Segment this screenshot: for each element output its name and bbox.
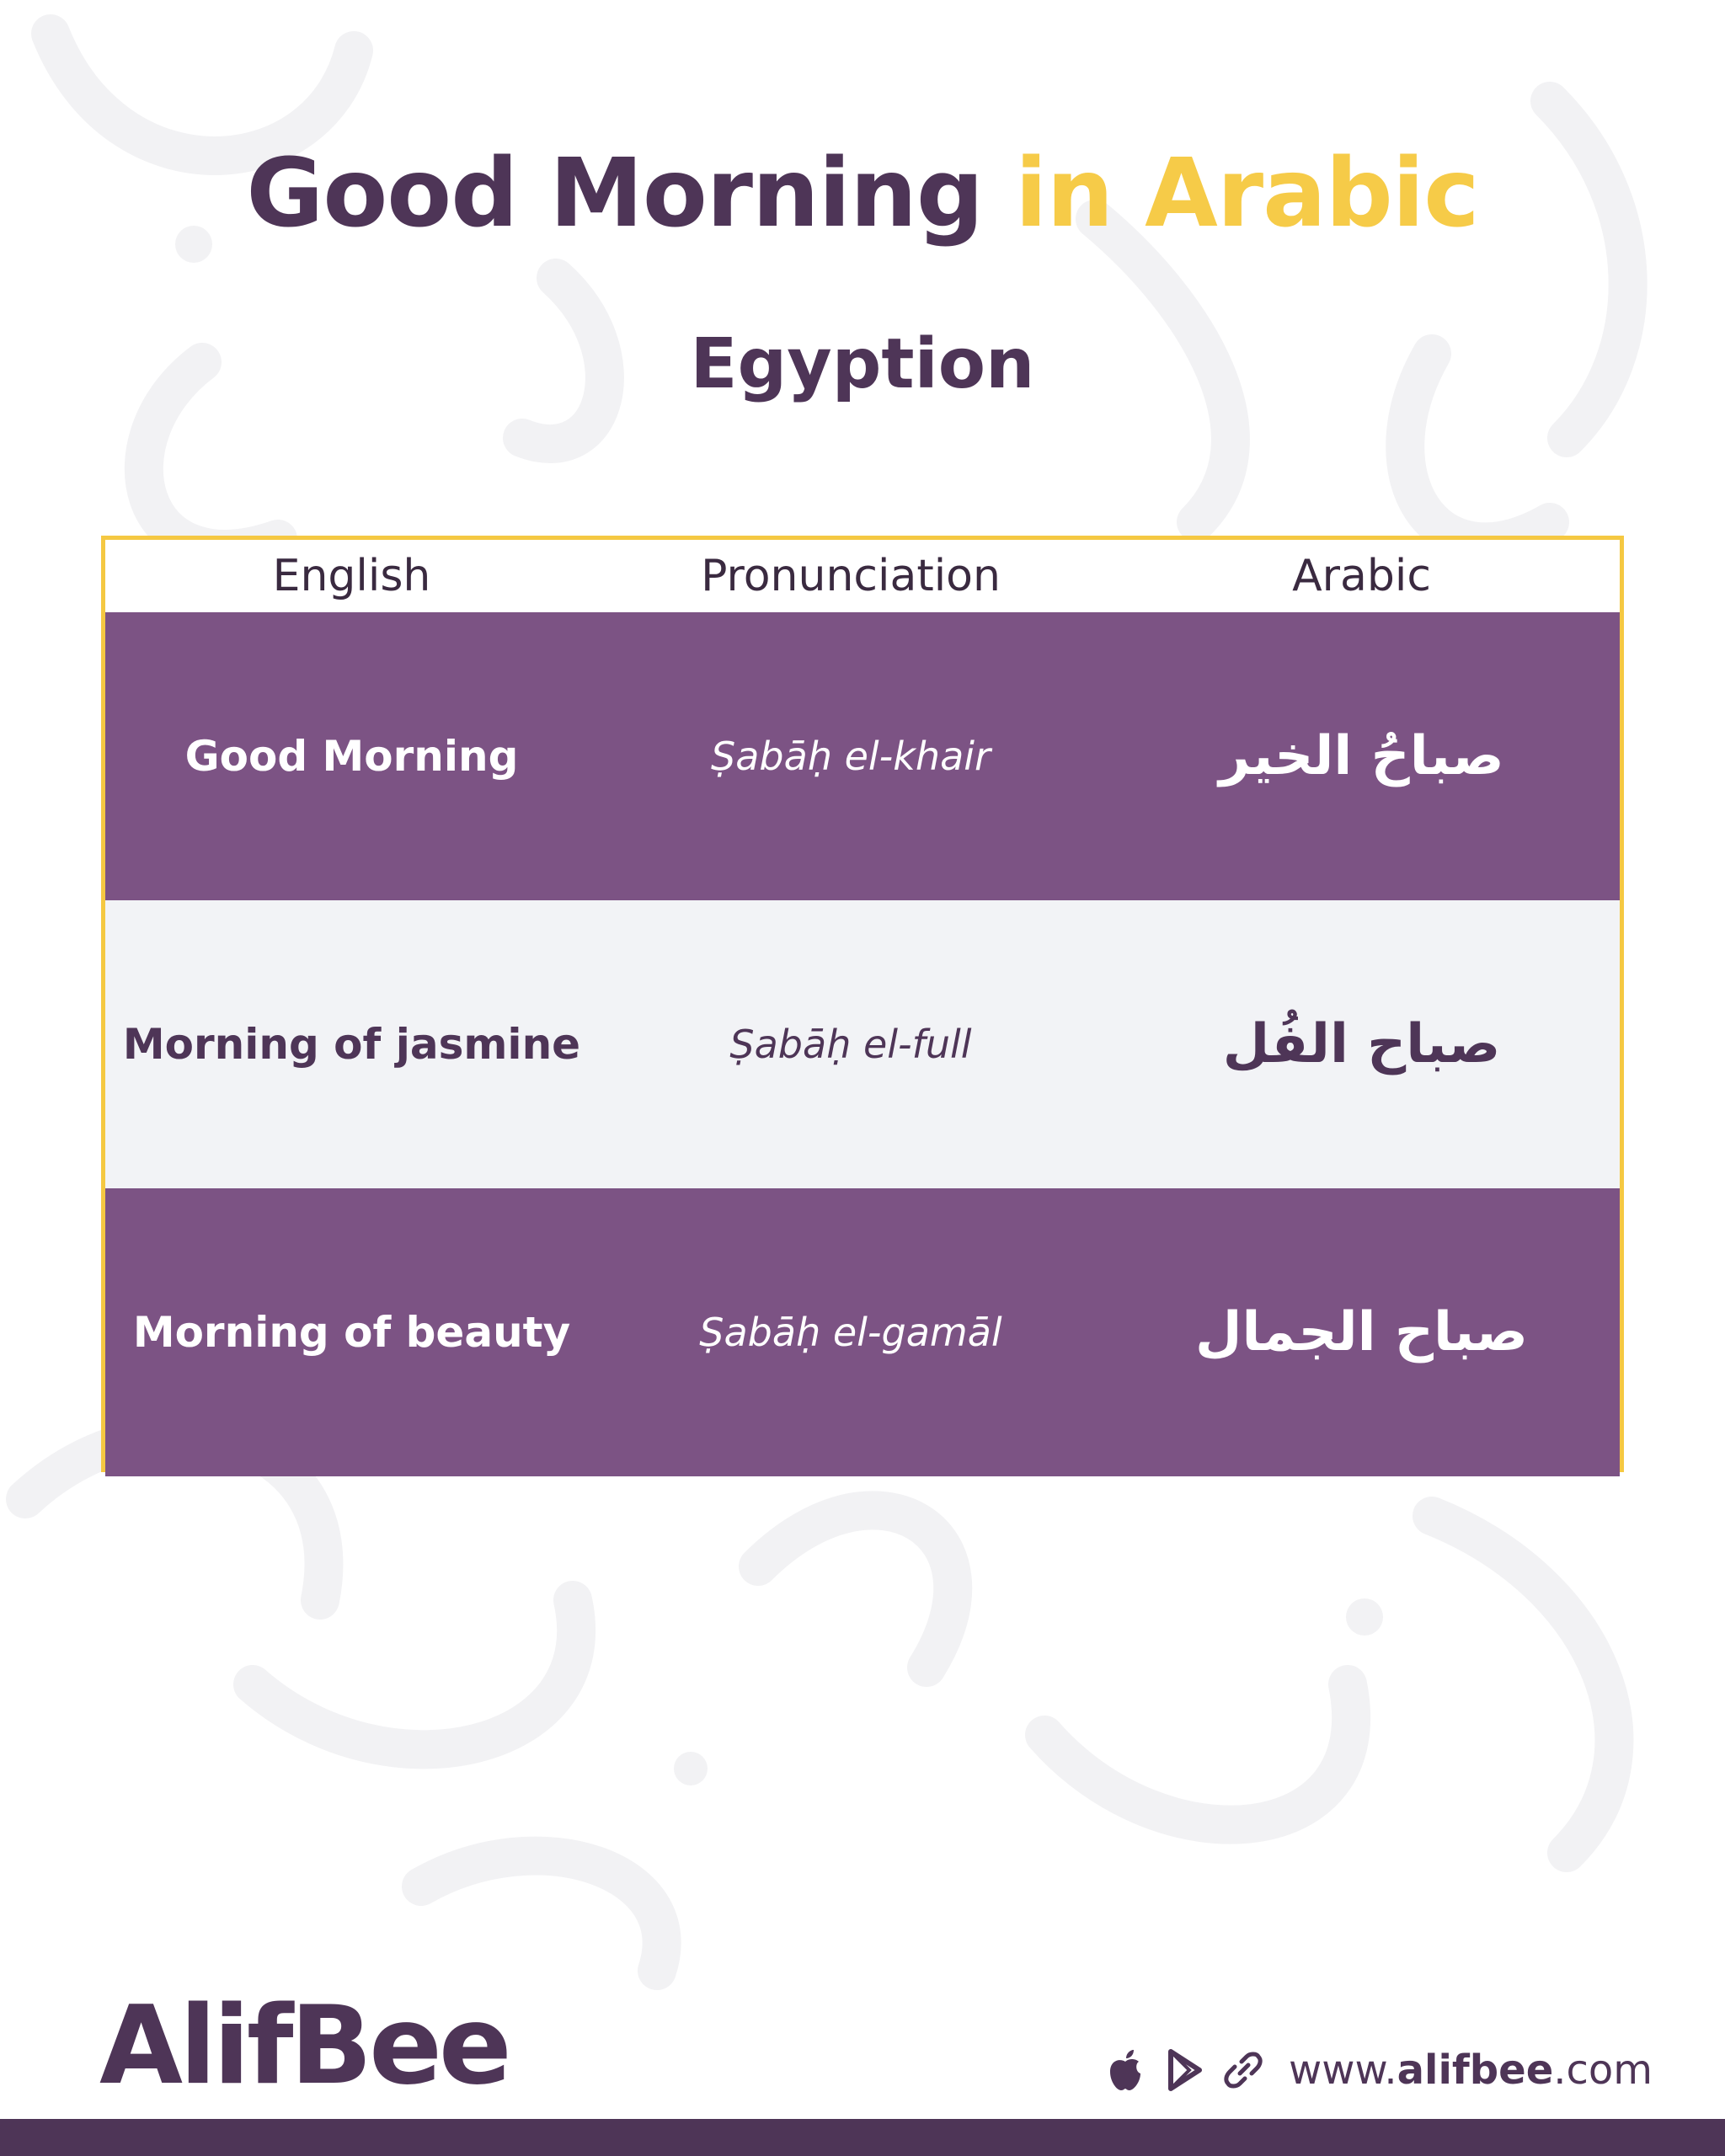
english-cell: Good Morning [184, 732, 519, 781]
dialect-subtitle: Egyption [690, 324, 1035, 404]
phrase-table [101, 536, 1624, 1472]
table-header [105, 540, 1620, 612]
title-accent: in Arabic [1015, 139, 1479, 248]
arabic-cell: صباح الجمال [1195, 1301, 1528, 1364]
header-pronunciation: Pronunciation [701, 551, 1001, 601]
header-arabic: Arabic [1292, 551, 1431, 601]
app-links [1102, 2047, 1270, 2094]
website-prefix: www. [1289, 2047, 1397, 2094]
pronunciation-cell: Ṣabāḥ el-khair [711, 734, 991, 779]
arabic-cell: صباح الفُل [1222, 1013, 1501, 1075]
english-cell: Morning of beauty [132, 1308, 571, 1357]
website-link[interactable] [1289, 2038, 1653, 2102]
header-english: English [272, 551, 431, 601]
arabic-cell: صباحُ الخير [1219, 725, 1504, 787]
page-title [0, 139, 1725, 248]
pronunciation-cell: Ṣabāḥ el-gamāl [699, 1310, 1002, 1355]
alifbee-logo: AlifBee [99, 1983, 509, 2109]
english-cell: Morning of jasmine [122, 1020, 581, 1069]
table-row [105, 612, 1620, 900]
title-main: Good Morning [246, 139, 984, 248]
table-row [105, 1188, 1620, 1476]
play-store-icon[interactable] [1161, 2047, 1208, 2094]
bottom-bar [0, 2119, 1725, 2156]
table-row [105, 900, 1620, 1188]
link-icon[interactable] [1220, 2047, 1267, 2094]
website-domain: alifbee [1397, 2047, 1554, 2094]
website-suffix: .com [1553, 2047, 1653, 2094]
apple-icon[interactable] [1102, 2047, 1149, 2094]
pronunciation-cell: Ṣabāḥ el-full [729, 1022, 972, 1067]
